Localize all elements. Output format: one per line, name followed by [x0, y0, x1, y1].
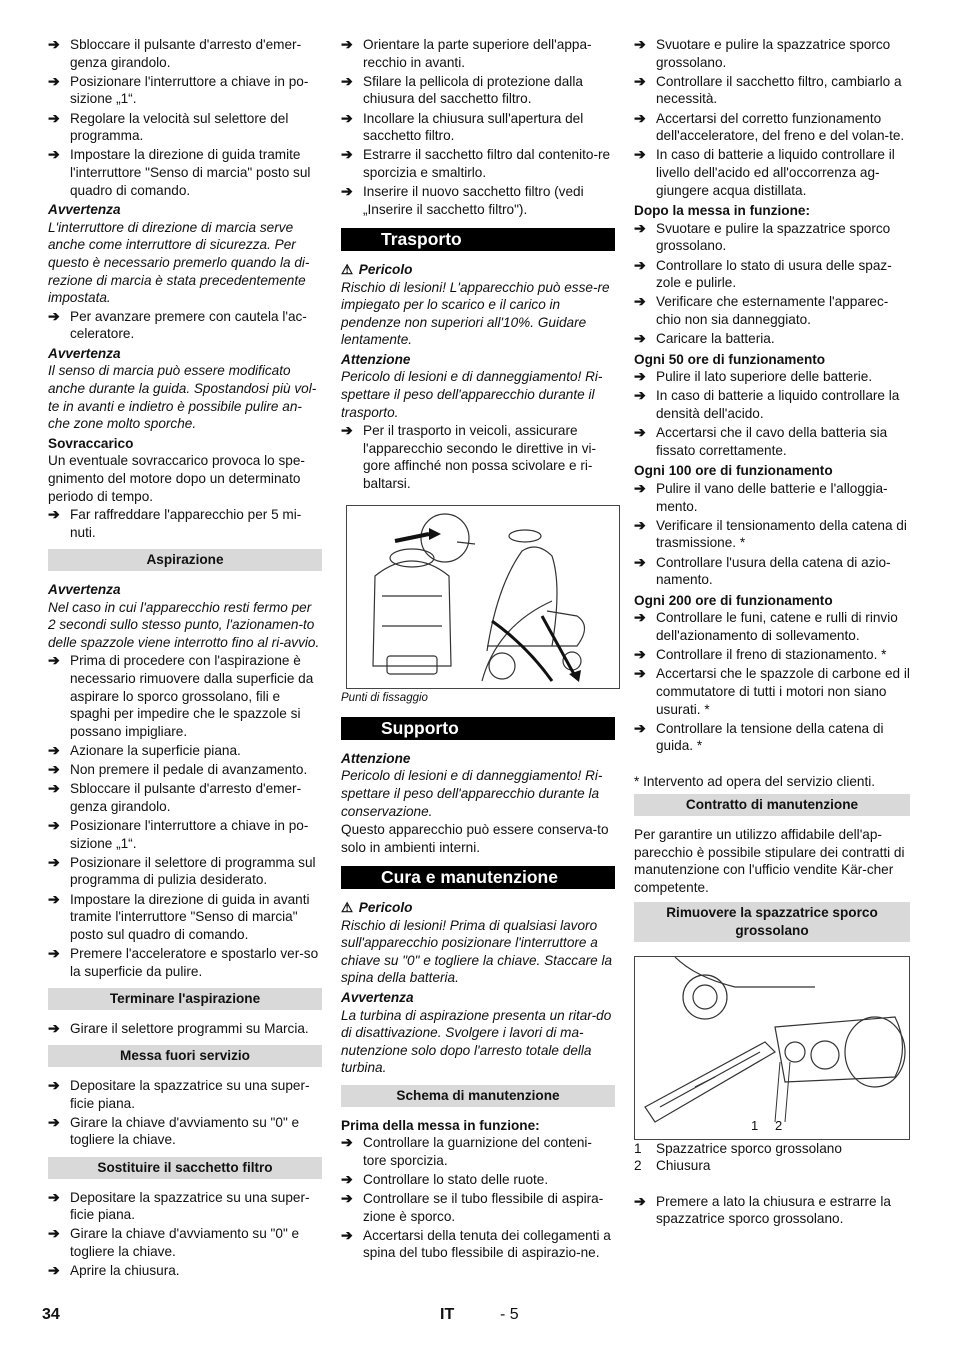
- note-label: Avvertenza: [341, 989, 414, 1005]
- arrow-icon: ➔: [48, 652, 60, 669]
- sweeper-illustration: [635, 957, 909, 1139]
- list-item: ➔ Controllare la tensione della catena di guida. *: [634, 719, 884, 754]
- note-label: Avvertenza: [48, 345, 121, 361]
- footnote: * Intervento ad opera del servizio clienti.: [634, 773, 876, 789]
- arrow-icon: ➔: [341, 36, 353, 52]
- arrow-icon: ➔: [48, 146, 60, 163]
- column-right: [634, 36, 910, 1230]
- list-item: ➔ Girare la chiave d'avviamento su "0" e togliere la chiave.: [48, 1225, 300, 1259]
- arrow-icon: ➔: [634, 36, 646, 52]
- paragraph: Questo apparecchio può essere conserva-to solo in ambienti interni.: [341, 822, 609, 855]
- section-heading: Sostituire il sacchetto filtro: [48, 1157, 322, 1179]
- list-item: ➔ Non premere il pedale di avanzamento.: [48, 761, 308, 778]
- subheading: Prima della messa in funzione:: [341, 1117, 540, 1133]
- list-item: ➔ Girare il selettore programmi su Marcia.: [48, 1019, 309, 1036]
- arrow-icon: ➔: [48, 1262, 60, 1279]
- language-code: IT: [440, 1306, 455, 1323]
- arrow-icon: ➔: [48, 780, 60, 797]
- list-item: ➔ Accertarsi della tenuta dei collegamenti a spina del tubo flessibile di aspirazio-ne.: [341, 1226, 611, 1261]
- subheading: Ogni 50 ore di funzionamento: [634, 351, 826, 367]
- arrow-icon: ➔: [634, 330, 646, 347]
- list-item: ➔ Pulire il vano delle batterie e l'alloggia-mento.: [634, 480, 888, 514]
- list-item: ➔ Sbloccare il pulsante d'arresto d'emer-genza girandolo.: [48, 780, 302, 814]
- arrow-icon: ➔: [634, 1192, 646, 1209]
- list-item: ➔ Regolare la velocità sul selettore del programma.: [48, 109, 289, 144]
- arrow-icon: ➔: [634, 553, 646, 570]
- machine-illustration: [347, 506, 619, 688]
- arrow-icon: ➔: [48, 1225, 60, 1242]
- note-label: Attenzione: [341, 351, 411, 367]
- arrow-icon: ➔: [634, 719, 646, 736]
- list-item: ➔ Girare la chiave d'avviamento su "0" e togliere la chiave.: [48, 1113, 300, 1148]
- list-item: ➔ Caricare la batteria.: [634, 330, 775, 347]
- list-item: ➔ Verificare il tensionamento della catena di trasmissione. *: [634, 516, 907, 551]
- arrow-icon: ➔: [634, 480, 646, 496]
- list-item: ➔ Verificare che esternamente l'apparec-chio non sia danneggiato.: [634, 293, 889, 327]
- figure-transport: [346, 505, 620, 689]
- arrow-icon: ➔: [634, 256, 646, 273]
- callout-2: 2: [775, 1117, 783, 1133]
- list-item: ➔ Sfilare la pellicola di protezione dalla chiusura del sacchetto filtro.: [341, 72, 583, 107]
- note-text: Il senso di marcia può essere modificato anche durante la guida. Spostandosi più vol-te in avanti e indietro è possibile pulire an-che zone molto sporche.: [48, 363, 317, 432]
- callout-1: 1: [751, 1117, 759, 1133]
- figure-caption: Punti di fissaggio: [341, 691, 428, 704]
- note-text: Pericolo di lesioni e di danneggiamento! Ri-spettare il peso dell'apparecchio durante la conservazione.: [341, 768, 603, 819]
- list-item: ➔ Depositare la spazzatrice su una super-ficie piana.: [48, 1077, 310, 1111]
- list-item: ➔ Depositare la spazzatrice su una super-ficie piana.: [48, 1188, 310, 1223]
- arrow-icon: ➔: [634, 424, 646, 441]
- list-item: ➔ Premere a lato la chiusura e estrarre la spazzatrice sporco grossolano.: [634, 1192, 891, 1227]
- arrow-icon: ➔: [341, 1226, 353, 1243]
- paragraph: Un eventuale sovraccarico provoca lo spe-gnimento del motore dopo un determinato periodo di tempo.: [48, 453, 305, 504]
- list-item: ➔ Estrarre il sacchetto filtro dal contenito-re sporcizia e smaltirlo.: [341, 146, 611, 180]
- list-item: ➔ Accertarsi che le spazzole di carbone ed il commutatore di tutti i motori non siano usurati. *: [634, 665, 910, 717]
- page-number: 34: [42, 1306, 60, 1323]
- arrow-icon: ➔: [48, 36, 60, 52]
- list-item: ➔ Controllare se il tubo flessibile di aspira-zione è sporco.: [341, 1190, 604, 1224]
- subheading: Ogni 100 ore di funzionamento: [634, 463, 833, 479]
- paragraph: Per garantire un utilizzo affidabile dell'ap-parecchio è possibile stipulare dei contratti di manutenzione con l'ufficio vendite Kär-cher competente.: [634, 827, 905, 895]
- list-item: ➔ Controllare il freno di stazionamento. *: [634, 646, 887, 663]
- section-heading: Terminare l'aspirazione: [48, 988, 322, 1010]
- arrow-icon: ➔: [48, 307, 60, 324]
- arrow-icon: ➔: [341, 109, 353, 126]
- arrow-icon: ➔: [634, 72, 646, 89]
- list-item: ➔ Accertarsi del corretto funzionamento dell'acceleratore, del freno e del volan-te.: [634, 109, 905, 144]
- arrow-icon: ➔: [48, 741, 60, 758]
- list-item: ➔ Sbloccare il pulsante d'arresto d'emer-genza girandolo.: [48, 36, 302, 70]
- list-item: ➔ In caso di batterie a liquido controllare il livello dell'acido ed all'occorrenza ag-giungere acqua distillata.: [634, 146, 895, 198]
- arrow-icon: ➔: [48, 761, 60, 778]
- list-item: ➔ Controllare l'usura della catena di azio-namento.: [634, 553, 891, 588]
- list-item: ➔ Impostare la direzione di guida in avanti tramite l'interruttore "Senso di marcia" posto sul quadro di comando.: [48, 890, 310, 942]
- list-item: ➔ Per il trasporto in veicoli, assicurare l'apparecchio secondo le direttive in vi-gore affinché non possa scivolare e ri-baltarsi.: [341, 422, 597, 492]
- arrow-icon: ➔: [634, 516, 646, 533]
- note-text: La turbina di aspirazione presenta un ritar-do di disattivazione. Svolgere i lavori di ma-nutenzione solo dopo l'arresto totale della turbina.: [341, 1007, 612, 1076]
- arrow-icon: ➔: [48, 890, 60, 907]
- list-item: ➔ Svuotare e pulire la spazzatrice sporco grossolano.: [634, 219, 891, 254]
- section-heading: Schema di manutenzione: [341, 1085, 615, 1107]
- note-label: Avvertenza: [48, 202, 121, 218]
- section-heading: Rimuovere la spazzatrice sporco grossolano: [634, 902, 910, 941]
- arrow-icon: ➔: [48, 1188, 60, 1205]
- arrow-icon: ➔: [48, 853, 60, 870]
- arrow-icon: ➔: [341, 1134, 353, 1151]
- arrow-icon: ➔: [634, 609, 646, 626]
- section-heading: Contratto di manutenzione: [634, 794, 910, 816]
- arrow-icon: ➔: [48, 1113, 60, 1130]
- list-item: ➔ Incollare la chiusura sull'apertura del sacchetto filtro.: [341, 109, 584, 144]
- arrow-icon: ➔: [48, 1019, 60, 1036]
- chapter-heading: Trasporto: [341, 228, 615, 251]
- list-item: ➔ Pulire il lato superiore delle batterie.: [634, 368, 873, 385]
- subheading: Sovraccarico: [48, 435, 134, 451]
- note-text: Nel caso in cui l'apparecchio resti fermo per 2 secondi sullo stesso punto, l'azionamen-to delle spazzole viene interrotto fino al ri-avvio.: [48, 599, 320, 650]
- chapter-heading: Cura e manutenzione: [341, 866, 615, 889]
- note-text: L'interruttore di direzione di marcia serve anche come interruttore di sicurezza. Per questo è necessario premerlo quando la di-rezione di marcia è stata precedentemente impostata.: [48, 219, 310, 306]
- arrow-icon: ➔: [341, 183, 353, 200]
- arrow-icon: ➔: [634, 387, 646, 404]
- note-text: Pericolo di lesioni e di danneggiamento! Ri-spettare il peso dell'apparecchio durante il trasporto.: [341, 369, 603, 420]
- column-left: [48, 36, 322, 1281]
- list-item: ➔ Prima di procedere con l'aspirazione è necessario rimuovere dalla superficie da aspirare lo sporco grossolano, fili e spaghi per impedire che le spazzole si possano impigliare.: [48, 652, 314, 739]
- arrow-icon: ➔: [634, 219, 646, 236]
- list-item: ➔ Controllare lo stato delle ruote.: [341, 1170, 549, 1187]
- list-item: ➔ Far raffreddare l'apparecchio per 5 mi-nuti.: [48, 506, 302, 540]
- list-item: ➔ Controllare lo stato di usura delle spaz-zole e pulirle.: [634, 256, 892, 291]
- list-item: ➔ Impostare la direzione di guida tramite l'interruttore "Senso di marcia" posto sul quadro di comando.: [48, 146, 311, 198]
- list-item: ➔ Premere l'acceleratore e spostarlo ver-so la superficie da pulire.: [48, 945, 319, 979]
- column-middle: [341, 36, 615, 1264]
- list-item: ➔ Accertarsi che il cavo della batteria sia fissato correttamente.: [634, 424, 888, 458]
- arrow-icon: ➔: [341, 1190, 353, 1207]
- list-item: ➔ Controllare le funi, catene e rulli di rinvio dell'azionamento di sollevamento.: [634, 609, 898, 643]
- list-item: ➔ Posizionare l'interruttore a chiave in po-sizione „1“.: [48, 72, 309, 107]
- list-item: ➔ Aprire la chiusura.: [48, 1262, 180, 1279]
- arrow-icon: ➔: [48, 945, 60, 962]
- note-text: Rischio di lesioni! Prima di qualsiasi lavoro sull'apparecchio posizionare l'interruttore a chiave su "0" e togliere la chiave. Staccare la spina della batteria.: [341, 917, 613, 986]
- danger-label: ⚠ Pericolo: [341, 261, 413, 277]
- note-label: Attenzione: [341, 750, 411, 766]
- arrow-icon: ➔: [634, 146, 646, 163]
- arrow-icon: ➔: [634, 293, 646, 310]
- list-item: ➔ Azionare la superficie piana.: [48, 741, 241, 758]
- arrow-icon: ➔: [48, 1077, 60, 1093]
- section-heading: Aspirazione: [48, 549, 322, 571]
- arrow-icon: ➔: [341, 1170, 353, 1187]
- arrow-icon: ➔: [341, 146, 353, 163]
- section-heading: Messa fuori servizio: [48, 1045, 322, 1067]
- list-item: ➔ Posizionare l'interruttore a chiave in po-sizione „1“.: [48, 817, 309, 851]
- list-item: ➔ Per avanzare premere con cautela l'ac-celeratore.: [48, 307, 307, 342]
- list-item: ➔ Controllare la guarnizione del conteni-tore sporcizia.: [341, 1134, 592, 1168]
- note-label: Avvertenza: [48, 582, 121, 597]
- sub-page-number: - 5: [500, 1306, 519, 1323]
- arrow-icon: ➔: [634, 109, 646, 126]
- list-item: ➔ Inserire il nuovo sacchetto filtro (vedi „Inserire il sacchetto filtro").: [341, 183, 584, 217]
- list-item: ➔ Svuotare e pulire la spazzatrice sporco grossolano.: [634, 36, 891, 70]
- arrow-icon: ➔: [634, 646, 646, 663]
- arrow-icon: ➔: [341, 422, 353, 439]
- legend-item: 1 Spazzatrice sporco grossolano: [634, 1140, 842, 1156]
- figure-debris-sweeper: [634, 956, 910, 1140]
- list-item: ➔ In caso di batterie a liquido controllare la densità dell'acido.: [634, 387, 900, 422]
- arrow-icon: ➔: [341, 72, 353, 89]
- arrow-icon: ➔: [48, 109, 60, 126]
- arrow-icon: ➔: [634, 665, 646, 682]
- legend-item: 2 Chiusura: [634, 1158, 711, 1174]
- list-item: ➔ Controllare il sacchetto filtro, cambiarlo a necessità.: [634, 72, 902, 107]
- arrow-icon: ➔: [634, 368, 646, 385]
- arrow-icon: ➔: [48, 506, 60, 523]
- arrow-icon: ➔: [48, 817, 60, 834]
- warning-icon: ⚠: [341, 261, 354, 277]
- chapter-heading: Supporto: [341, 717, 615, 740]
- subheading: Dopo la messa in funzione:: [634, 203, 810, 219]
- list-item: ➔ Orientare la parte superiore dell'appa-recchio in avanti.: [341, 36, 592, 70]
- danger-label: ⚠ Pericolo: [341, 899, 413, 915]
- warning-icon: ⚠: [341, 899, 354, 915]
- arrow-icon: ➔: [48, 72, 60, 89]
- subheading: Ogni 200 ore di funzionamento: [634, 592, 833, 608]
- note-text: Rischio di lesioni! L'apparecchio può esse-re impiegato per lo scarico e il carico in pendenze non superiori all'10%. Guidare lentamente.: [341, 279, 610, 348]
- list-item: ➔ Posizionare il selettore di programma sul programma di pulizia desiderato.: [48, 853, 316, 888]
